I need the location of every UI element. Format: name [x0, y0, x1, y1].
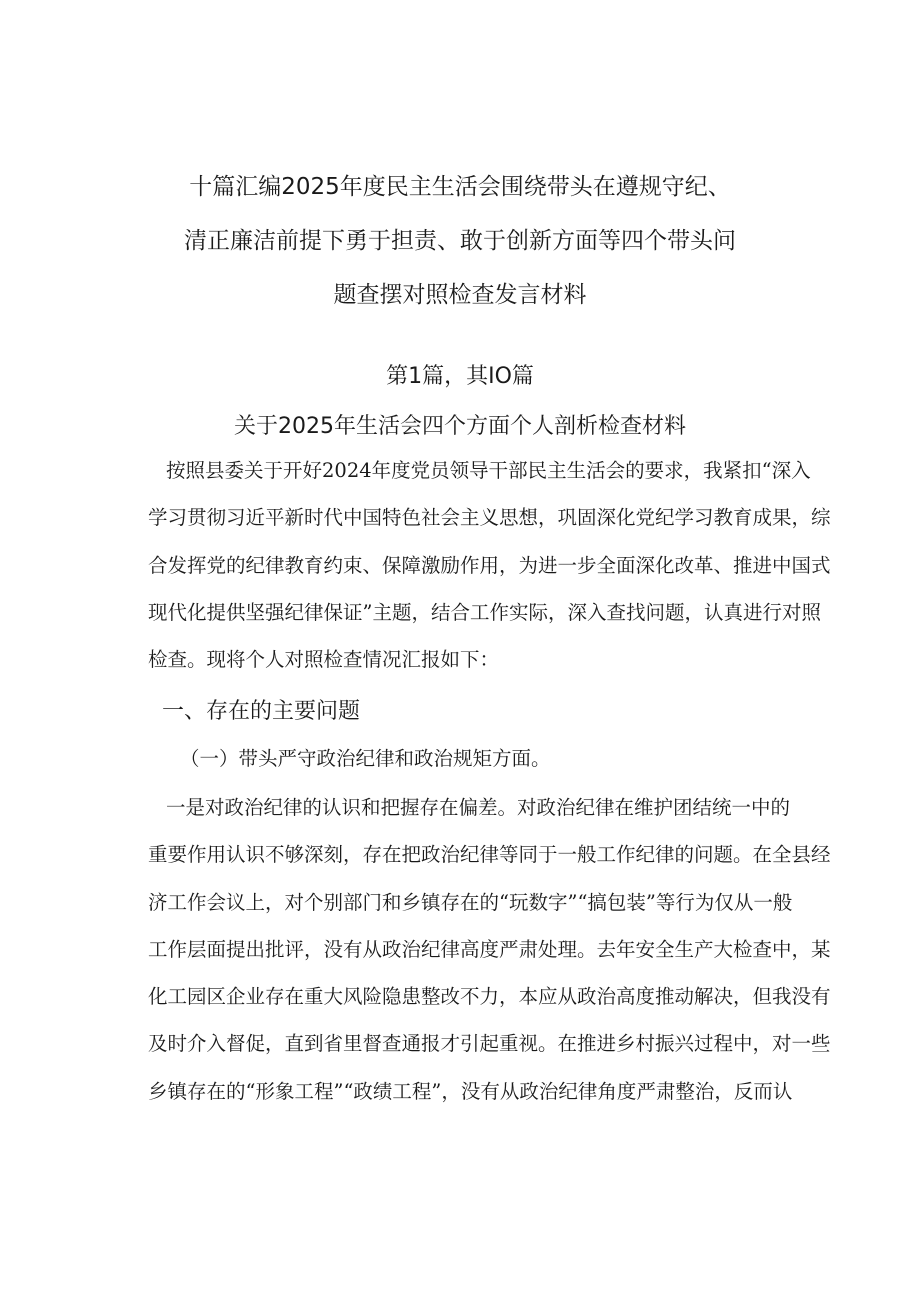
- document-title: [120, 160, 800, 322]
- paragraph-line: 学习贯彻习近平新时代中国特色社会主义思想，巩固深化党纪学习教育成果，综: [148, 506, 831, 530]
- paragraph-line: 及时介入督促，直到省里督查通报才引起重视。在推进乡村振兴过程中，对一些: [148, 1032, 831, 1056]
- paragraph-line: 合发挥党的纪律教育约束、保障激励作用，为进一步全面深化改革、推进中国式: [148, 553, 831, 577]
- paragraph-line: 现代化提供坚强纪律保证”主题，结合工作实际，深入查找问题，认真进行对照: [148, 600, 821, 624]
- paragraph-line: 按照县委关于开好2024年度党员领导干部民主生活会的要求，我紧扣“深入: [166, 459, 811, 482]
- title-line: 题查摆对照检查发言材料: [333, 282, 587, 308]
- paragraph-line: 一是对政治纪律的认识和把握存在偏差。对政治纪律在维护团结统一中的: [166, 796, 791, 819]
- intro-paragraph: [148, 447, 831, 683]
- paragraph-line: 重要作用认识不够深刻，存在把政治纪律等同于一般工作纪律的问题。在全县经: [148, 843, 831, 867]
- paragraph-line: 化工园区企业存在重大风险隐患整改不力，本应从政治高度推动解决，但我没有: [148, 985, 831, 1009]
- part-label: 第1篇，其IO篇: [386, 364, 534, 389]
- paragraph-line: 工作层面提出批评，没有从政治纪律高度严肃处理。去年安全生产大检查中，某: [148, 937, 831, 961]
- section-heading: 一、存在的主要问题: [162, 699, 361, 724]
- subsection-heading: （一）带头严守政治纪律和政治规矩方面。: [180, 747, 551, 770]
- body-paragraph: [148, 784, 831, 1115]
- title-line: 十篇汇编2025年度民主生活会围绕带头在遵规守纪、: [189, 174, 731, 200]
- paragraph-line: 检查。现将个人对照检查情况汇报如下：: [148, 648, 500, 672]
- article-title: 关于2025年生活会四个方面个人剖析检查材料: [234, 414, 686, 439]
- paragraph-line: 济工作会议上，对个别部门和乡镇存在的“玩数字”“搞包装”等行为仅从一般: [148, 890, 793, 914]
- paragraph-line: 乡镇存在的“形象工程”“政绩工程”，没有从政治纪律角度严肃整治，反而认: [148, 1079, 793, 1103]
- title-line: 清正廉洁前提下勇于担责、敢于创新方面等四个带头问: [184, 228, 736, 254]
- article-header: [120, 352, 800, 452]
